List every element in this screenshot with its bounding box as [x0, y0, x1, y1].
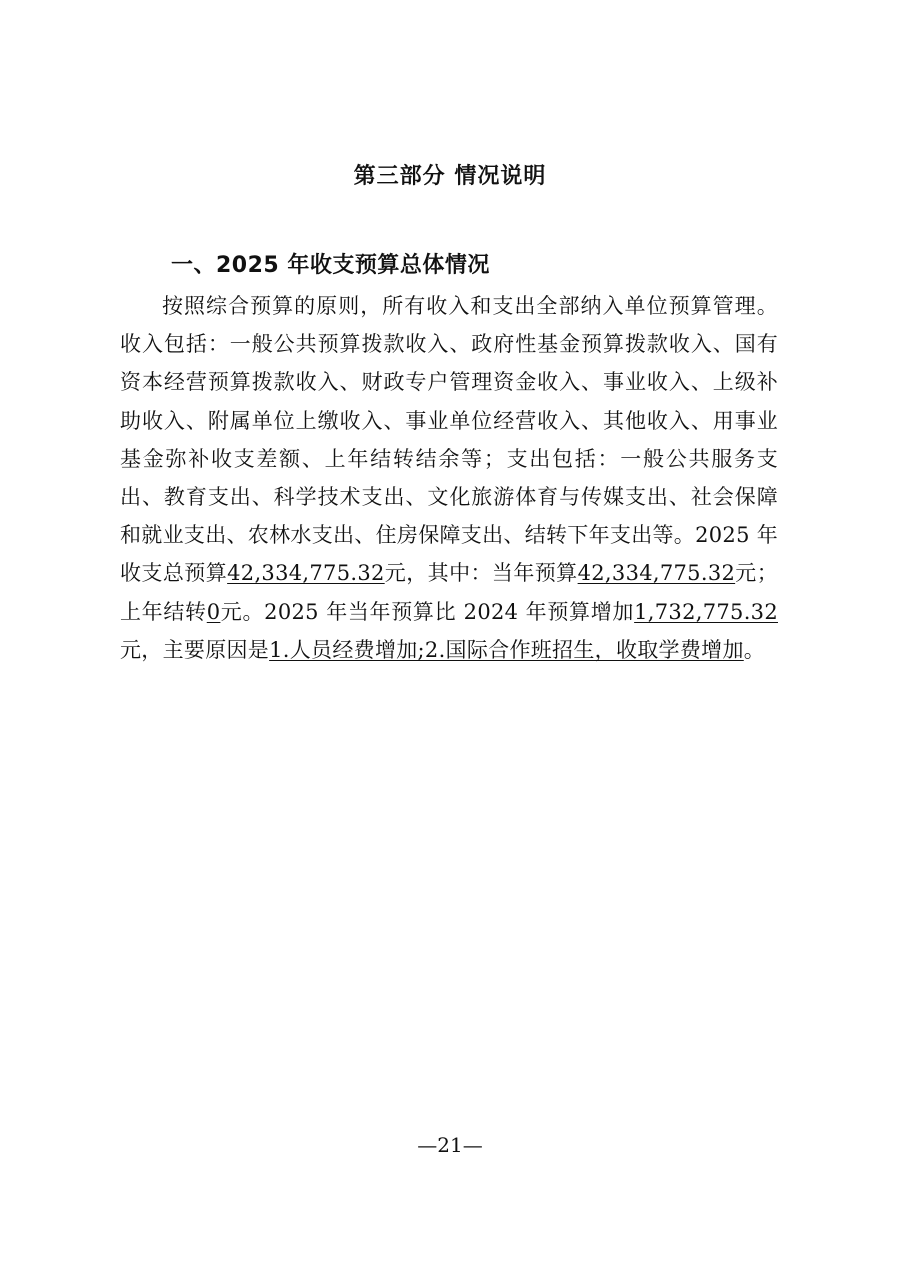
carryover-amount: 0	[206, 599, 221, 624]
paragraph-after-carryover: 元。2025 年当年预算比 2024 年预算增加	[220, 599, 635, 624]
paragraph-after-current: 元；上年结转	[120, 561, 779, 624]
current-year-budget-amount: 42,334,775.32	[577, 561, 736, 586]
page-title: 第三部分 情况说明	[353, 164, 547, 189]
body-paragraph	[120, 287, 778, 669]
page-number: —21—	[417, 1133, 483, 1157]
paragraph-after-increase: 元，主要原因是	[120, 637, 270, 662]
paragraph-intro: 按照综合预算的原则，所有收入和支出全部纳入单位预算管理。收入包括：一般公共预算拨款收入、政府性基金预算拨款收入、国有资本经营预算拨款收入、财政专户管理资金收入、事业收入、上级补助收入、附属单位上缴收入、事业单位经营收入、其他收入、用事业基金弥补收支差额、上年结转结余等；支出包括：一般公共服务支出、教育支出、科学技术支出、文化旅游体育与传媒支出、社会保障和就业支出、农林水支出、住房保障支出、结转下年支出等。2025 年收支总预算	[120, 294, 779, 586]
increase-amount: 1,732,775.32	[634, 599, 778, 624]
paragraph-after-total: 元，其中：当年预算	[384, 561, 578, 586]
paragraph-ending: 。	[743, 637, 766, 662]
section-heading: 一、2025 年收支预算总体情况	[171, 253, 490, 278]
total-budget-amount: 42,334,775.32	[227, 561, 385, 586]
increase-reason: 1.人员经费增加;2.国际合作班招生，收取学费增加	[269, 637, 744, 662]
